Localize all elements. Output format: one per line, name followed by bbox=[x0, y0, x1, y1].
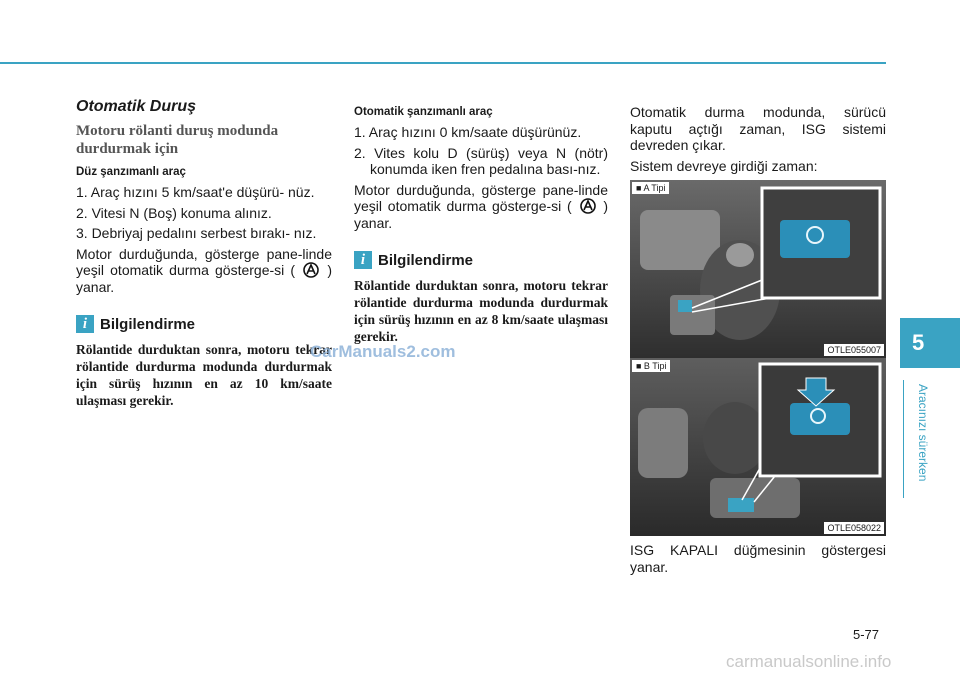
info-header bbox=[354, 251, 608, 269]
system-active-paragraph: Sistem devreye girdiği zaman: bbox=[630, 157, 818, 174]
auto-stop-indicator-icon bbox=[301, 262, 321, 278]
chapter-side-rule bbox=[903, 380, 904, 498]
list-item: 1. Araç hızını 5 km/saat'e düşürü- nüz. bbox=[76, 184, 315, 200]
list-item: 1. Araç hızını 0 km/saate düşürünüz. bbox=[354, 124, 582, 140]
photo-type-a-label: ■ A Tipi bbox=[632, 182, 669, 194]
isg-off-indicator-paragraph: ISG KAPALI düğmesinin göstergesi yanar. bbox=[630, 542, 886, 575]
page-number: 5-77 bbox=[853, 627, 880, 642]
list-item: 2. Vitesi N (Boş) konuma alınız. bbox=[76, 204, 272, 221]
console-photo-b bbox=[630, 358, 886, 536]
section-heading: Motoru rölanti duruş modunda durdurmak için bbox=[76, 123, 279, 157]
info-icon: i bbox=[76, 315, 94, 333]
console-photo-a bbox=[630, 180, 886, 358]
chapter-tab bbox=[900, 318, 960, 368]
automatic-transmission-subheading: Otomatik şanzımanlı araç bbox=[354, 106, 493, 118]
indicator-paragraph: Motor durduğunda, gösterge pane-linde yeşil otomatik durma gösterge-si ( ) yanar. bbox=[354, 181, 609, 231]
chapter-title: Aracınızı sürerken bbox=[916, 384, 930, 482]
info-icon: i bbox=[354, 251, 372, 269]
info-header bbox=[76, 315, 332, 333]
column-3 bbox=[630, 104, 886, 579]
photo-type-a-code: OTLE055007 bbox=[824, 344, 884, 356]
manual-transmission-subheading: Düz şanzımanlı araç bbox=[76, 166, 186, 178]
top-rule bbox=[0, 62, 886, 64]
info-title: Bilgilendirme bbox=[100, 315, 196, 333]
intro-paragraph: Otomatik durma modunda, sürücü kaputu açtığı zaman, ISG sistemi devreden çıkar. bbox=[630, 104, 886, 153]
info-text: Rölantide durduktan sonra, motoru tekrar rölantide durdurma modunda durdurmak için sürüş hızının en az 10 km/saate ulaşması gerekir. bbox=[76, 342, 332, 408]
chapter-number: 5 bbox=[912, 330, 925, 355]
info-text: Rölantide durduktan sonra, motoru tekrar rölantide durdurma modunda durdurmak için sürüş hızının en az 8 km/saate ulaşması gerekir. bbox=[354, 278, 608, 344]
column-2 bbox=[354, 98, 608, 345]
section-title: Otomatik Duruş bbox=[76, 98, 197, 115]
photo-type-b-code: OTLE058022 bbox=[824, 522, 884, 534]
auto-stop-indicator-icon bbox=[578, 198, 598, 214]
watermark-mid: CarManuals2.com bbox=[310, 342, 456, 361]
photo-type-b bbox=[630, 358, 886, 536]
column-1 bbox=[76, 98, 332, 409]
indicator-paragraph: Motor durduğunda, gösterge pane-linde yeşil otomatik durma gösterge-si ( ) yanar. bbox=[76, 245, 333, 295]
list-item: 2. Vites kolu D (sürüş) veya N (nötr) konumda iken fren pedalına bası-nız. bbox=[354, 144, 608, 177]
list-item: 3. Debriyaj pedalını serbest bırakı- nız. bbox=[76, 225, 317, 241]
photo-type-b-label: ■ B Tipi bbox=[632, 360, 670, 372]
photo-type-a bbox=[630, 180, 886, 358]
watermark-footer: carmanualsonline.info bbox=[726, 652, 892, 671]
info-title: Bilgilendirme bbox=[378, 251, 474, 269]
